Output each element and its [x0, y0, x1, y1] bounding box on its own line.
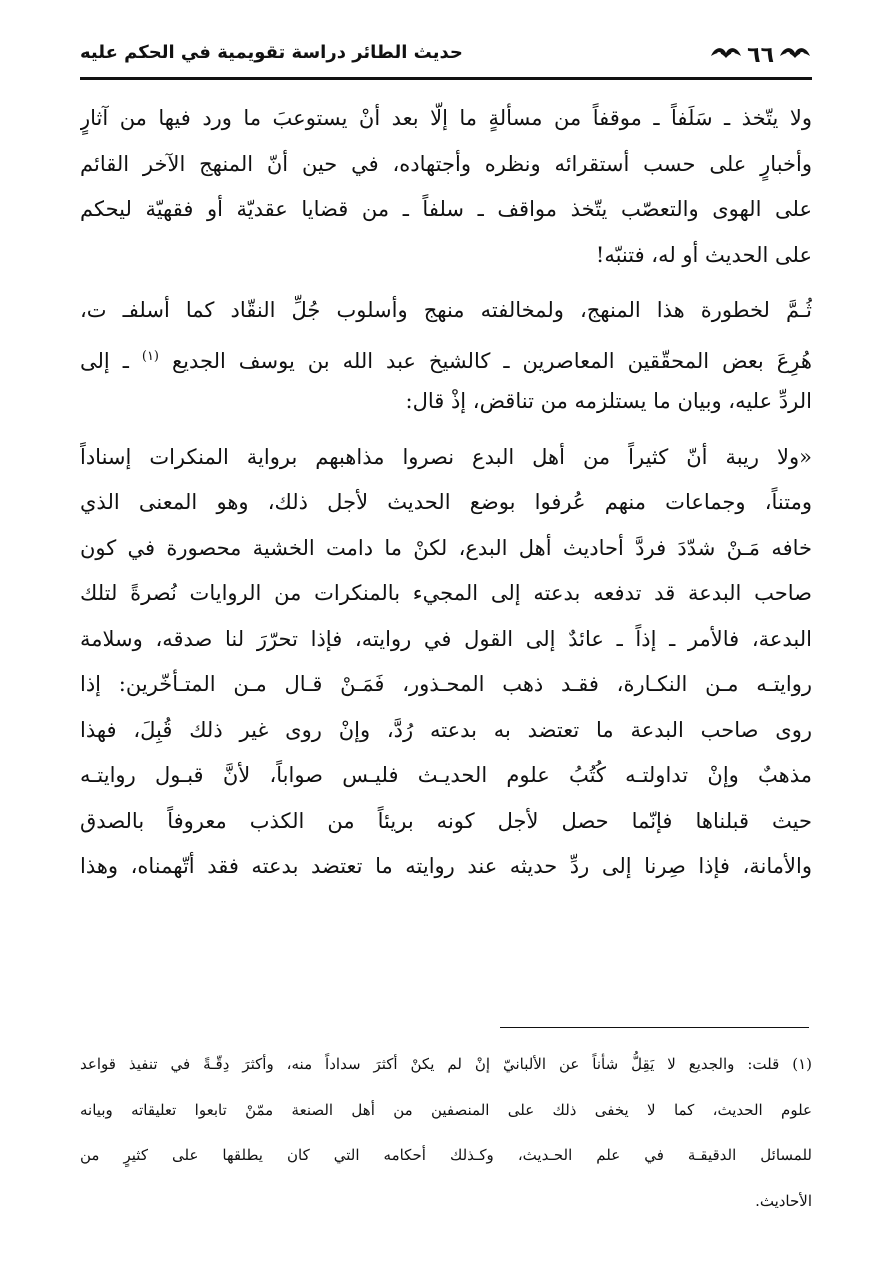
page-number-ornament	[709, 40, 812, 70]
text-line: روايتـه مـن النكـارة، فقـد ذهب المحـذور، فَمَـنْ قـال مـن المتـأخّرين: إذا	[80, 672, 812, 696]
text-line: حيث قبلناها فإنّما حصل لأجل كونه بريئاً من الكذب معروفاً بالصدق	[80, 808, 812, 833]
running-title: حديث الطائر دراسة تقويمية في الحكم عليه	[80, 42, 463, 63]
text-line: ولا يتّخذ ـ سَلَفاً ـ موقفاً من مسألةٍ ما إلّا بعد أنْ يستوعبَ ما ورد فيها من آثارٍ	[80, 106, 812, 130]
footnote-line: علوم الحديث، كما لا يخفى ذلك على المنصفين من أهل الصنعة ممّنْ تابعوا تعليقاته وبيانه	[80, 1100, 812, 1119]
page-number: ٦٦	[747, 42, 774, 68]
text-line: خافه مَـنْ شدّدَ فردَّ أحاديث أهل البدع، لكنْ ما دامت الخشية محصورة في كون	[80, 535, 812, 560]
text-segment: هُرِعَ بعض المحقّقين المعاصرين ـ كالشيخ عبد الله بن يوسف الجديع	[171, 348, 812, 373]
footnote-reference[interactable]: (١)	[141, 348, 159, 364]
text-line: ومتناً، وجماعات منهم عُرفوا بوضع الحديث لأجل ذلك، وهو المعنى الذي	[80, 490, 812, 514]
text-line: على الهوى والتعصّب يتّخذ مواقف ـ سلفاً ـ من قضايا عقديّة أو فقهيّة ليحكم	[80, 197, 812, 221]
text-line: البدعة، فالأمر ـ إذاً ـ عائدٌ إلى القول في روايته، فإذا تحرّرَ لنا صدقه، وسلامة	[80, 626, 812, 651]
footnote-line: للمسائل الدقيقـة في علم الحـديث، وكـذلك أحكامه التي كان يطلقها على كثيرٍ من	[80, 1146, 812, 1164]
footnote-line: (١) قلت: والجديع لا يَقِلُّ شأناً عن الألبانيّ إنْ لم يكنْ أكثرَ سداداً منه، وأكثرَ دِقّـةً في تنفيذ قواعد	[80, 1055, 812, 1073]
ornament-left-icon	[709, 44, 743, 66]
text-line: «ولا ريبة أنّ كثيراً من أهل البدع نصروا مذاهبهم برواية المنكرات إسناداً	[80, 444, 812, 469]
text-line: الردِّ عليه، وبيان ما يستلزمه من تناقض، إذْ قال:	[405, 389, 812, 413]
text-line: ثُـمَّ لخطورة هذا المنهج، ولمخالفته منهج وأسلوب جُلِّ النقّاد كما أسلفـ ت،	[80, 298, 812, 322]
footnotes	[80, 1046, 812, 1228]
paragraph-3-quotation	[80, 435, 812, 890]
paragraph-1	[80, 96, 812, 278]
text-line: على الحديث أو له، فتنبّه!	[595, 242, 812, 267]
text-segment: ـ إلى	[80, 348, 129, 373]
text-line	[80, 334, 812, 380]
text-line: صاحب البدعة قد تدفعه بدعته إلى المجيء بالمنكرات من الروايات نُصرةً لتلك	[80, 581, 812, 605]
text-line: وأخبارٍ على حسب أستقرائه ونظره وأجتهاده، في حين أنّ المنهج الآخر القائم	[80, 151, 812, 176]
footnote-line: الأحاديث.	[755, 1191, 812, 1210]
main-text	[80, 96, 812, 890]
page-header	[80, 38, 812, 78]
text-line: مذهبٌ وإنْ تداولتـه كُتُبُ علوم الحديـث فليـس صواباً، لأنَّ قبـول روايتـه	[80, 763, 812, 787]
text-line: والأمانة، فإذا صِرنا إلى ردِّ حديثه عند روايته ما تعتضد بدعته فقد أتّهمناه، وهذا	[80, 854, 812, 878]
text-line: روى صاحب البدعة ما تعتضد به بدعته رُدَّ، وإنْ روى غير ذلك قُبِلَ، فهذا	[80, 717, 812, 742]
footnote-separator	[500, 1027, 809, 1028]
header-rule	[80, 77, 812, 80]
ornament-right-icon	[778, 44, 812, 66]
paragraph-2	[80, 288, 812, 425]
